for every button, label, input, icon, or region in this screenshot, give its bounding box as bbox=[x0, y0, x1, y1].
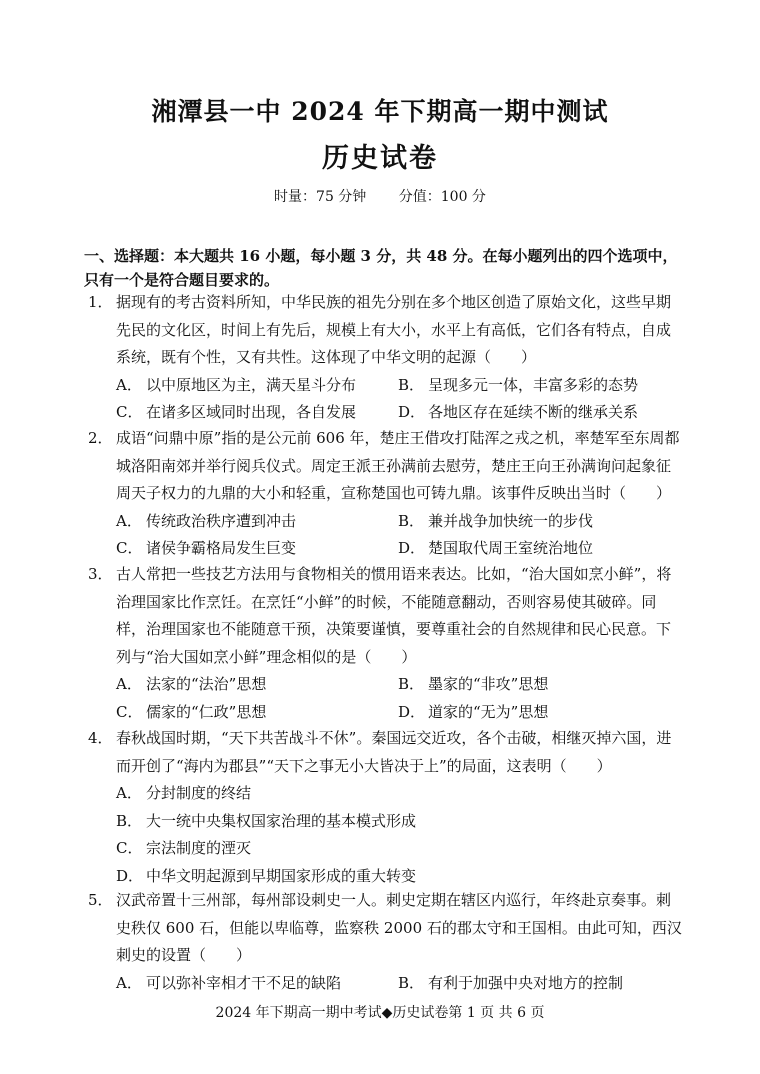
option-a[interactable] bbox=[116, 508, 398, 536]
option-label: B． bbox=[116, 811, 143, 830]
option-text: 传统政治秩序遭到冲击 bbox=[146, 511, 297, 530]
option-text: 宗法制度的湮灭 bbox=[146, 839, 252, 857]
option-label: A． bbox=[116, 375, 142, 394]
page-footer: 2024 年下期高一期中考试◆历史试卷第 1 页 共 6 页 bbox=[215, 1005, 545, 1021]
question-text: 古人常把一些技艺方法用与食物相关的惯用语来表达。比如，“治大国如烹小鲜”，将治理国家比作烹饪。在烹饪“小鲜”的时候，不能随意翻动，否则容易使其破碎。同样，治理国家也不能随意干预，决策要谨慎，要尊重社会的自然规律和民心民意。下列与“治大国如烹小鲜”理念相似的是（ ） bbox=[116, 565, 672, 666]
option-label: C． bbox=[116, 702, 143, 721]
option-c[interactable] bbox=[116, 535, 398, 563]
option-c[interactable] bbox=[116, 699, 398, 727]
exam-meta bbox=[0, 186, 760, 206]
option-a[interactable] bbox=[116, 372, 398, 400]
question-text: 成语“问鼎中原”指的是公元前 606 年，楚庄王借攻打陆浑之戎之机，率楚军至东周都城洛阳南郊并举行阅兵仪式。周定王派王孙满前去慰劳，楚庄王向王孙满询问起象征周天子权力的九鼎的大小和轻重，宣称楚国也可铸九鼎。该事件反映出当时（ ） bbox=[116, 429, 680, 502]
option-d[interactable] bbox=[398, 535, 680, 563]
options bbox=[116, 508, 682, 563]
option-label: D． bbox=[398, 539, 426, 557]
option-label: B． bbox=[398, 511, 425, 530]
option-text: 中华文明起源到早期国家形成的重大转变 bbox=[146, 866, 417, 885]
question-2 bbox=[88, 425, 682, 563]
question-number: 4． bbox=[88, 729, 113, 747]
option-label: D． bbox=[116, 866, 144, 885]
question-stem bbox=[88, 425, 682, 508]
option-text: 呈现多元一体，丰富多彩的态势 bbox=[428, 375, 639, 394]
option-label: A． bbox=[116, 784, 142, 802]
option-text: 在诸多区域同时出现，各自发展 bbox=[146, 403, 357, 421]
option-label: C． bbox=[116, 539, 143, 557]
option-c[interactable] bbox=[116, 835, 676, 863]
option-label: B． bbox=[398, 375, 425, 394]
option-a[interactable] bbox=[116, 671, 398, 699]
total-score: 分值：100 分 bbox=[398, 189, 486, 205]
question-text: 据现有的考古资料所知，中华民族的祖先分别在多个地区创造了原始文化，这些早期先民的文化区，时间上有先后，规模上有大小，水平上有高低，它们各有特点，自成系统，既有个性，又有共性。这体现了中华文明的起源（ ） bbox=[116, 293, 672, 366]
time-limit: 时量：75 分钟 bbox=[274, 189, 367, 205]
option-a[interactable] bbox=[116, 970, 398, 998]
question-number: 1． bbox=[88, 293, 113, 311]
option-label: D． bbox=[398, 702, 426, 721]
option-text: 分封制度的终结 bbox=[146, 784, 252, 802]
option-label: C． bbox=[116, 403, 143, 421]
option-label: A． bbox=[116, 973, 142, 992]
option-text: 有利于加强中央对地方的控制 bbox=[428, 973, 624, 992]
options bbox=[116, 671, 682, 726]
question-text: 春秋战国时期，“天下共苦战斗不休”。秦国远交近攻，各个击破，相继灭掉六国，进而开创了“海内为郡县”“天下之事无小大皆决于上”的局面，这表明（ ） bbox=[116, 729, 672, 775]
question-number: 2． bbox=[88, 429, 113, 447]
question-number: 5． bbox=[88, 891, 113, 909]
option-d[interactable] bbox=[116, 863, 676, 891]
option-b[interactable] bbox=[398, 508, 680, 536]
exam-subtitle: 历史试卷 bbox=[322, 143, 438, 174]
question-stem bbox=[88, 289, 682, 372]
exam-title: 湘潭县一中 2024 年下期高一期中测试 bbox=[151, 97, 609, 126]
option-b[interactable] bbox=[398, 970, 680, 998]
question-stem bbox=[88, 725, 682, 780]
option-d[interactable] bbox=[398, 699, 680, 727]
question-3 bbox=[88, 561, 682, 726]
section-heading: 一、选择题：本大题共 16 小题，每小题 3 分，共 48 分。在每小题列出的四个选项中，只有一个是符合题目要求的。 bbox=[84, 247, 678, 289]
option-text: 可以弥补宰相才干不足的缺陷 bbox=[146, 973, 342, 992]
option-label: A． bbox=[116, 675, 142, 693]
option-text: 以中原地区为主，满天星斗分布 bbox=[146, 375, 357, 394]
option-b[interactable] bbox=[116, 808, 676, 836]
option-label: C． bbox=[116, 839, 143, 857]
option-label: D． bbox=[398, 403, 426, 421]
question-number: 3． bbox=[88, 565, 113, 583]
option-text: 兼并战争加快统一的步伐 bbox=[428, 511, 594, 530]
option-text: 法家的“法治”思想 bbox=[146, 675, 267, 693]
option-text: 各地区存在延续不断的继承关系 bbox=[428, 403, 639, 421]
option-a[interactable] bbox=[116, 780, 676, 808]
option-text: 大一统中央集权国家治理的基本模式形成 bbox=[146, 811, 417, 830]
question-stem bbox=[88, 887, 682, 970]
options bbox=[116, 372, 682, 427]
option-b[interactable] bbox=[398, 372, 680, 400]
question-5 bbox=[88, 887, 682, 997]
option-label: B． bbox=[398, 675, 425, 693]
options bbox=[116, 780, 682, 890]
question-stem bbox=[88, 561, 682, 671]
question-1 bbox=[88, 289, 682, 427]
question-text: 汉武帝置十三州部，每州部设刺史一人。刺史定期在辖区内巡行，年终赴京奏事。刺史秩仅 600 石，但能以卑临尊，监察秩 2000 石的郡太守和王国相。由此可知，西汉刺史的设置（ ） bbox=[116, 891, 682, 964]
option-d[interactable] bbox=[398, 399, 680, 427]
option-c[interactable] bbox=[116, 399, 398, 427]
question-4 bbox=[88, 725, 682, 890]
option-b[interactable] bbox=[398, 671, 680, 699]
option-text: 儒家的“仁政”思想 bbox=[146, 702, 267, 721]
option-text: 墨家的“非攻”思想 bbox=[428, 675, 549, 693]
option-text: 诸侯争霸格局发生巨变 bbox=[146, 539, 297, 557]
option-text: 道家的“无为”思想 bbox=[428, 702, 549, 721]
option-text: 楚国取代周王室统治地位 bbox=[428, 539, 594, 557]
option-label: A． bbox=[116, 511, 142, 530]
option-label: B． bbox=[398, 973, 425, 992]
options bbox=[116, 970, 682, 998]
